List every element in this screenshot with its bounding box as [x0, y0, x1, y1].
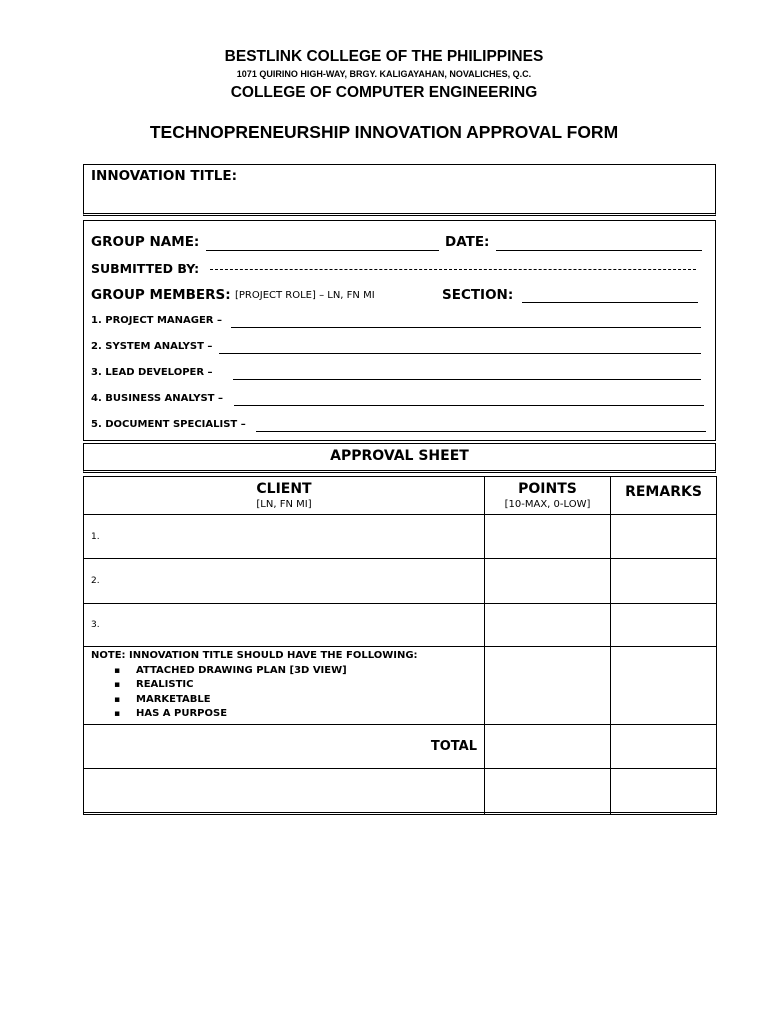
total-row	[84, 724, 717, 768]
points-header-sub: [10-MAX, 0-LOW]	[504, 499, 591, 510]
note-item: ▪ REALISTIC	[136, 678, 477, 693]
document-specialist-field[interactable]	[256, 431, 706, 432]
client-cell[interactable]	[84, 604, 485, 647]
college-name: COLLEGE OF COMPUTER ENGINEERING	[230, 84, 538, 101]
note-row	[84, 647, 717, 725]
points-cell[interactable]	[485, 559, 611, 604]
blank-cell[interactable]	[84, 768, 485, 814]
submitted-by-label: SUBMITTED BY:	[91, 261, 200, 276]
client-cell[interactable]	[84, 515, 485, 559]
role-dash: –	[207, 367, 213, 378]
role-row	[91, 341, 212, 352]
section-field[interactable]	[522, 302, 698, 303]
approval-sheet-heading-box	[83, 443, 716, 473]
group-name-label: GROUP NAME:	[91, 234, 200, 250]
submitted-by-field[interactable]	[210, 269, 696, 270]
client-header-label: CLIENT	[256, 481, 312, 497]
client-header	[84, 477, 485, 515]
role-number: 2.	[91, 341, 102, 352]
points-cell[interactable]	[485, 604, 611, 647]
role-name: DOCUMENT SPECIALIST	[105, 419, 238, 430]
table-header-row	[84, 477, 717, 515]
role-number: 5.	[91, 419, 102, 430]
bottom-rule	[83, 812, 716, 818]
group-members-label: GROUP MEMBERS:	[91, 287, 231, 303]
blank-row	[84, 768, 717, 814]
system-analyst-field[interactable]	[219, 353, 701, 354]
approval-sheet-heading: APPROVAL SHEET	[330, 448, 469, 464]
blank-points-cell[interactable]	[485, 768, 611, 814]
role-name: BUSINESS ANALYST	[105, 393, 215, 404]
total-points-cell[interactable]	[485, 724, 611, 768]
members-format-hint: [PROJECT ROLE] – LN, FN MI	[235, 290, 375, 301]
table-row	[84, 515, 717, 559]
row-number: 1.	[91, 531, 100, 542]
business-analyst-field[interactable]	[234, 405, 704, 406]
points-header-label: POINTS	[518, 481, 577, 497]
group-name-field[interactable]	[206, 250, 439, 251]
school-name: BESTLINK COLLEGE OF THE PHILIPPINES	[224, 48, 544, 65]
note-list	[91, 664, 477, 722]
note-cell	[84, 647, 485, 725]
points-cell[interactable]	[485, 647, 611, 725]
section-label: SECTION:	[442, 287, 514, 303]
role-name: LEAD DEVELOPER	[105, 367, 205, 378]
role-row	[91, 419, 246, 430]
role-dash: –	[240, 419, 246, 430]
innovation-title-label: INNOVATION TITLE:	[91, 168, 238, 184]
row-number: 2.	[91, 576, 100, 586]
role-name: SYSTEM ANALYST	[105, 341, 204, 352]
role-dash: –	[217, 393, 223, 404]
role-row	[91, 367, 213, 378]
table-row	[84, 604, 717, 647]
total-remarks-cell[interactable]	[611, 724, 717, 768]
points-header	[485, 477, 611, 515]
school-address: 1071 QUIRINO HIGH-WAY, BRGY. KALIGAYAHAN, NOVALICHES, Q.C.	[236, 69, 532, 79]
blank-remarks-cell[interactable]	[611, 768, 717, 814]
role-number: 3.	[91, 367, 102, 378]
client-header-sub: [LN, FN MI]	[256, 499, 312, 510]
role-number: 1.	[91, 315, 102, 326]
row-number: 3.	[91, 620, 100, 630]
note-item: ▪ HAS A PURPOSE	[136, 707, 477, 722]
role-row	[91, 315, 222, 326]
table-row	[84, 559, 717, 604]
client-cell[interactable]	[84, 559, 485, 604]
note-title: NOTE: INNOVATION TITLE SHOULD HAVE THE FOLLOWING:	[91, 650, 418, 661]
remarks-cell[interactable]	[611, 515, 717, 559]
total-label: TOTAL	[84, 724, 485, 768]
note-item: ▪ ATTACHED DRAWING PLAN [3D VIEW]	[136, 664, 477, 679]
remarks-header-label: REMARKS	[625, 484, 702, 500]
lead-developer-field[interactable]	[233, 379, 701, 380]
role-name: PROJECT MANAGER	[105, 315, 214, 326]
role-dash: –	[217, 315, 222, 326]
project-manager-field[interactable]	[231, 327, 701, 328]
remarks-cell[interactable]	[611, 559, 717, 604]
points-cell[interactable]	[485, 515, 611, 559]
form-title: TECHNOPRENEURSHIP INNOVATION APPROVAL FORM	[149, 122, 619, 142]
remarks-header	[611, 477, 717, 515]
innovation-title-box	[83, 164, 716, 216]
role-row	[91, 393, 223, 404]
role-dash: –	[207, 341, 213, 352]
remarks-cell[interactable]	[611, 647, 717, 725]
role-number: 4.	[91, 393, 102, 404]
date-label: DATE:	[445, 234, 490, 250]
note-item: ▪ MARKETABLE	[136, 693, 477, 708]
remarks-cell[interactable]	[611, 604, 717, 647]
group-info-box	[83, 220, 716, 441]
approval-table	[83, 476, 717, 815]
date-field[interactable]	[496, 250, 702, 251]
